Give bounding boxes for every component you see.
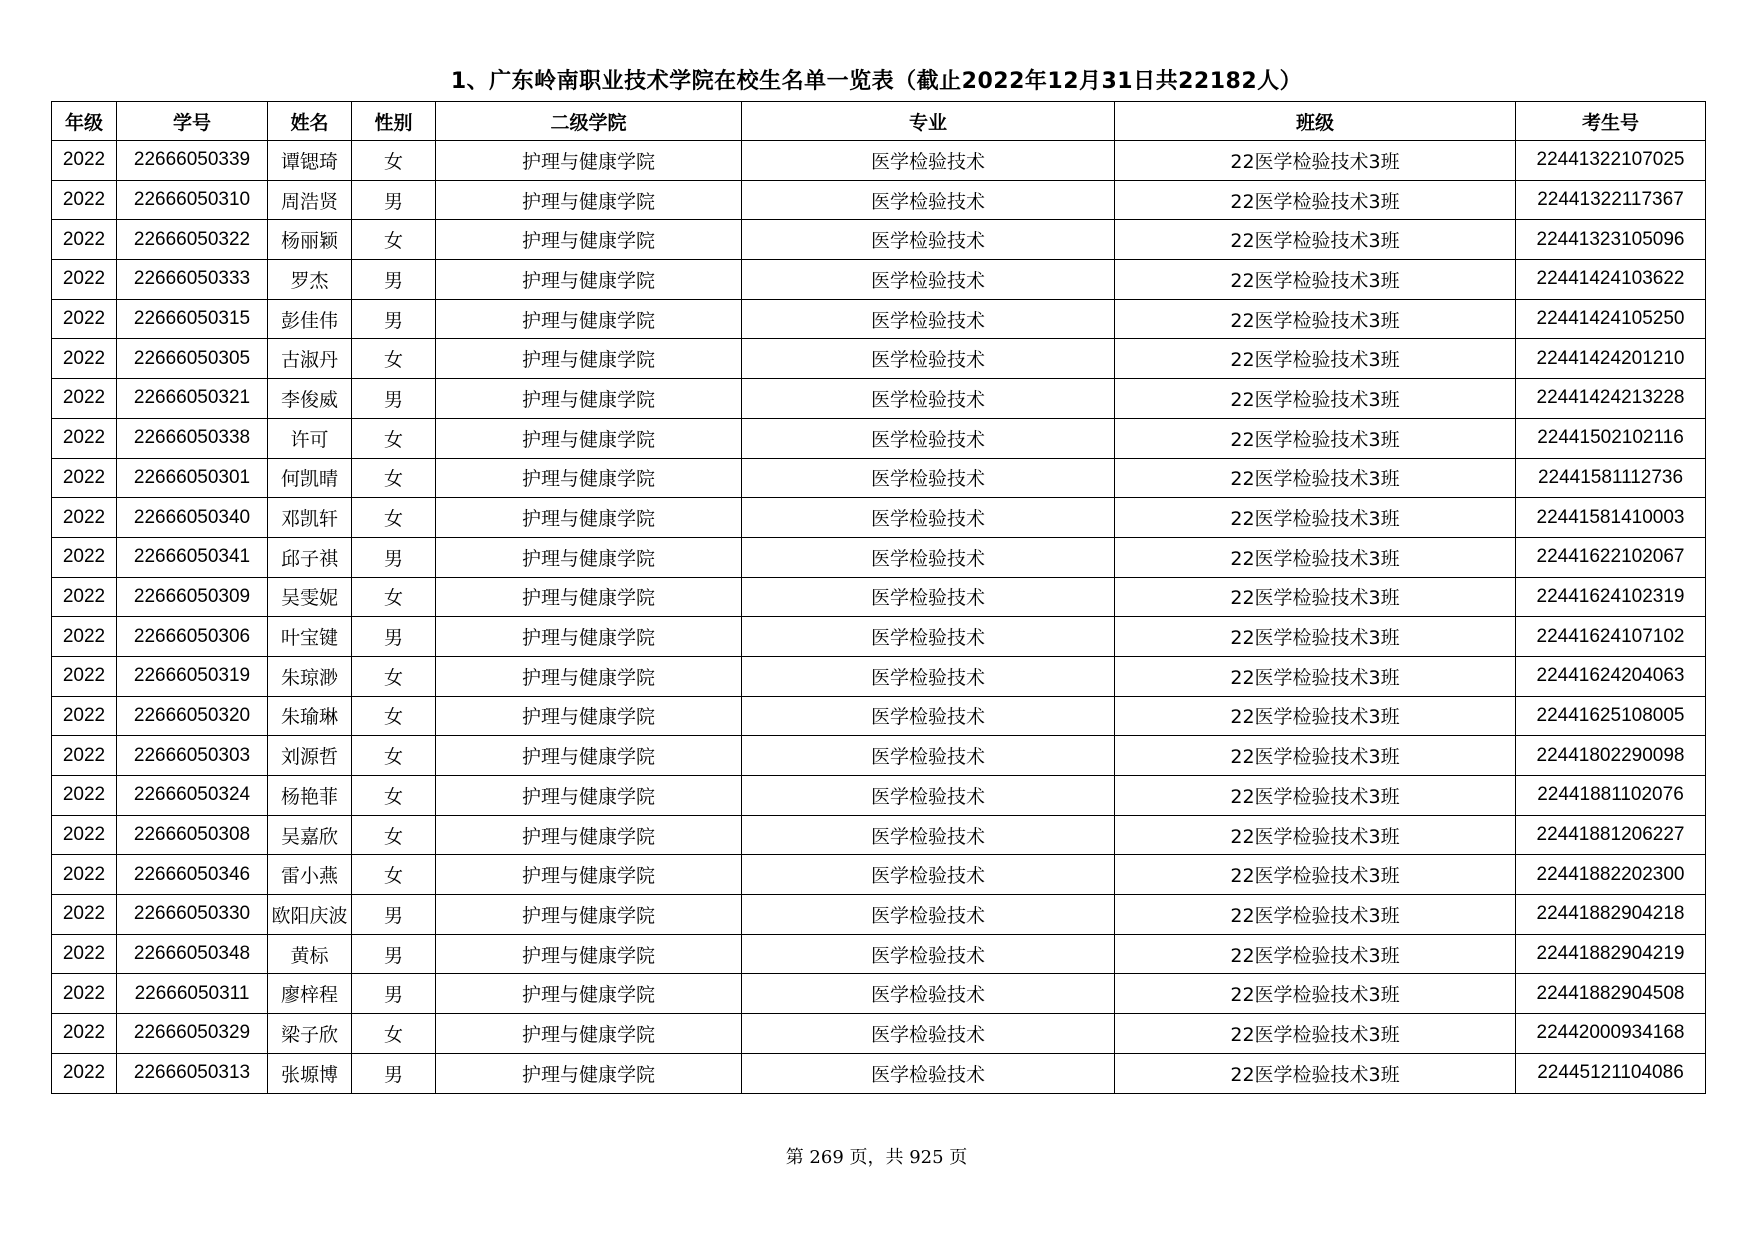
cell-student-id: 22666050346 — [117, 855, 268, 895]
cell-major: 医学检验技术 — [742, 1053, 1115, 1093]
cell-grade: 2022 — [52, 815, 117, 855]
table-row — [52, 418, 1706, 458]
cell-grade: 2022 — [52, 299, 117, 339]
cell-college: 护理与健康学院 — [436, 180, 742, 220]
cell-major: 医学检验技术 — [742, 974, 1115, 1014]
cell-grade: 2022 — [52, 260, 117, 300]
cell-grade: 2022 — [52, 895, 117, 935]
cell-student-id: 22666050340 — [117, 498, 268, 538]
cell-exam-id: 22442000934168 — [1516, 1014, 1706, 1054]
cell-grade: 2022 — [52, 577, 117, 617]
cell-exam-id: 22441882202300 — [1516, 855, 1706, 895]
cell-exam-id: 22441881102076 — [1516, 776, 1706, 816]
cell-grade: 2022 — [52, 1053, 117, 1093]
cell-gender: 女 — [352, 220, 436, 260]
cell-student-id: 22666050324 — [117, 776, 268, 816]
cell-college: 护理与健康学院 — [436, 776, 742, 816]
cell-exam-id: 22441624107102 — [1516, 617, 1706, 657]
table-row — [52, 498, 1706, 538]
table-row — [52, 379, 1706, 419]
cell-name: 朱瑜琳 — [268, 696, 352, 736]
table-row — [52, 141, 1706, 181]
cell-student-id: 22666050311 — [117, 974, 268, 1014]
cell-college: 护理与健康学院 — [436, 656, 742, 696]
cell-class: 22医学检验技术3班 — [1115, 776, 1516, 816]
cell-student-id: 22666050333 — [117, 260, 268, 300]
cell-exam-id: 22441322117367 — [1516, 180, 1706, 220]
cell-name: 朱琼渺 — [268, 656, 352, 696]
cell-major: 医学检验技术 — [742, 895, 1115, 935]
cell-major: 医学检验技术 — [742, 656, 1115, 696]
cell-gender: 男 — [352, 934, 436, 974]
cell-student-id: 22666050322 — [117, 220, 268, 260]
cell-exam-id: 22441323105096 — [1516, 220, 1706, 260]
cell-name: 黄标 — [268, 934, 352, 974]
cell-grade: 2022 — [52, 696, 117, 736]
cell-gender: 男 — [352, 379, 436, 419]
table-row — [52, 934, 1706, 974]
cell-grade: 2022 — [52, 220, 117, 260]
cell-major: 医学检验技术 — [742, 379, 1115, 419]
cell-student-id: 22666050313 — [117, 1053, 268, 1093]
cell-name: 彭佳伟 — [268, 299, 352, 339]
cell-college: 护理与健康学院 — [436, 1053, 742, 1093]
cell-name: 吴雯妮 — [268, 577, 352, 617]
table-row — [52, 537, 1706, 577]
cell-student-id: 22666050319 — [117, 656, 268, 696]
cell-gender: 女 — [352, 855, 436, 895]
cell-grade: 2022 — [52, 776, 117, 816]
cell-class: 22医学检验技术3班 — [1115, 418, 1516, 458]
column-header-student-id: 学号 — [117, 102, 268, 141]
cell-student-id: 22666050310 — [117, 180, 268, 220]
cell-class: 22医学检验技术3班 — [1115, 974, 1516, 1014]
table-row — [52, 577, 1706, 617]
cell-class: 22医学检验技术3班 — [1115, 577, 1516, 617]
cell-major: 医学检验技术 — [742, 776, 1115, 816]
cell-college: 护理与健康学院 — [436, 736, 742, 776]
cell-exam-id: 22441625108005 — [1516, 696, 1706, 736]
table-row — [52, 220, 1706, 260]
table-row — [52, 299, 1706, 339]
cell-name: 李俊威 — [268, 379, 352, 419]
column-header-exam-id: 考生号 — [1516, 102, 1706, 141]
cell-student-id: 22666050348 — [117, 934, 268, 974]
cell-class: 22医学检验技术3班 — [1115, 180, 1516, 220]
cell-grade: 2022 — [52, 339, 117, 379]
cell-major: 医学检验技术 — [742, 458, 1115, 498]
cell-name: 谭锶琦 — [268, 141, 352, 181]
cell-student-id: 22666050305 — [117, 339, 268, 379]
cell-major: 医学检验技术 — [742, 498, 1115, 538]
cell-college: 护理与健康学院 — [436, 537, 742, 577]
page-footer: 第 269 页，共 925 页 — [785, 1147, 968, 1168]
cell-gender: 男 — [352, 180, 436, 220]
cell-exam-id: 22441624204063 — [1516, 656, 1706, 696]
cell-gender: 女 — [352, 141, 436, 181]
cell-gender: 女 — [352, 458, 436, 498]
column-header-grade: 年级 — [52, 102, 117, 141]
cell-major: 医学检验技术 — [742, 299, 1115, 339]
cell-student-id: 22666050309 — [117, 577, 268, 617]
cell-grade: 2022 — [52, 855, 117, 895]
cell-class: 22医学检验技术3班 — [1115, 339, 1516, 379]
cell-class: 22医学检验技术3班 — [1115, 656, 1516, 696]
table-row — [52, 974, 1706, 1014]
cell-grade: 2022 — [52, 656, 117, 696]
column-header-class: 班级 — [1115, 102, 1516, 141]
cell-exam-id: 22441424213228 — [1516, 379, 1706, 419]
cell-major: 医学检验技术 — [742, 815, 1115, 855]
cell-grade: 2022 — [52, 537, 117, 577]
cell-major: 医学检验技术 — [742, 220, 1115, 260]
cell-grade: 2022 — [52, 379, 117, 419]
table-row — [52, 1053, 1706, 1093]
cell-exam-id: 22441322107025 — [1516, 141, 1706, 181]
cell-student-id: 22666050301 — [117, 458, 268, 498]
cell-college: 护理与健康学院 — [436, 299, 742, 339]
cell-class: 22医学检验技术3班 — [1115, 696, 1516, 736]
cell-name: 叶宝键 — [268, 617, 352, 657]
cell-class: 22医学检验技术3班 — [1115, 537, 1516, 577]
cell-major: 医学检验技术 — [742, 577, 1115, 617]
cell-major: 医学检验技术 — [742, 180, 1115, 220]
cell-name: 欧阳庆波 — [268, 895, 352, 935]
cell-college: 护理与健康学院 — [436, 260, 742, 300]
cell-exam-id: 22441424201210 — [1516, 339, 1706, 379]
table-row — [52, 696, 1706, 736]
table-row — [52, 736, 1706, 776]
cell-name: 杨丽颖 — [268, 220, 352, 260]
cell-college: 护理与健康学院 — [436, 418, 742, 458]
cell-name: 邓凯轩 — [268, 498, 352, 538]
cell-gender: 男 — [352, 1053, 436, 1093]
cell-name: 许可 — [268, 418, 352, 458]
document-title: 1、广东岭南职业技术学院在校生名单一览表（截止2022年12月31日共22182人） — [450, 69, 1303, 94]
cell-grade: 2022 — [52, 180, 117, 220]
table-row — [52, 617, 1706, 657]
cell-class: 22医学检验技术3班 — [1115, 1053, 1516, 1093]
cell-gender: 女 — [352, 776, 436, 816]
cell-college: 护理与健康学院 — [436, 815, 742, 855]
cell-college: 护理与健康学院 — [436, 339, 742, 379]
cell-grade: 2022 — [52, 736, 117, 776]
cell-exam-id: 22441802290098 — [1516, 736, 1706, 776]
column-header-major: 专业 — [742, 102, 1115, 141]
cell-gender: 女 — [352, 339, 436, 379]
cell-grade: 2022 — [52, 498, 117, 538]
cell-exam-id: 22441882904219 — [1516, 934, 1706, 974]
cell-name: 罗杰 — [268, 260, 352, 300]
cell-name: 雷小燕 — [268, 855, 352, 895]
cell-major: 医学检验技术 — [742, 537, 1115, 577]
cell-class: 22医学检验技术3班 — [1115, 220, 1516, 260]
cell-student-id: 22666050320 — [117, 696, 268, 736]
cell-student-id: 22666050329 — [117, 1014, 268, 1054]
cell-major: 医学检验技术 — [742, 696, 1115, 736]
cell-grade: 2022 — [52, 141, 117, 181]
cell-student-id: 22666050321 — [117, 379, 268, 419]
column-header-gender: 性别 — [352, 102, 436, 141]
cell-gender: 女 — [352, 498, 436, 538]
cell-major: 医学检验技术 — [742, 617, 1115, 657]
cell-name: 廖梓程 — [268, 974, 352, 1014]
table-row — [52, 656, 1706, 696]
table-row — [52, 458, 1706, 498]
cell-name: 张塬博 — [268, 1053, 352, 1093]
cell-college: 护理与健康学院 — [436, 895, 742, 935]
student-roster-table — [51, 101, 1706, 1094]
cell-class: 22医学检验技术3班 — [1115, 141, 1516, 181]
cell-student-id: 22666050308 — [117, 815, 268, 855]
cell-class: 22医学检验技术3班 — [1115, 736, 1516, 776]
cell-major: 医学检验技术 — [742, 339, 1115, 379]
cell-grade: 2022 — [52, 974, 117, 1014]
cell-class: 22医学检验技术3班 — [1115, 895, 1516, 935]
cell-college: 护理与健康学院 — [436, 220, 742, 260]
table-row — [52, 180, 1706, 220]
cell-class: 22医学检验技术3班 — [1115, 458, 1516, 498]
cell-college: 护理与健康学院 — [436, 617, 742, 657]
cell-class: 22医学检验技术3班 — [1115, 815, 1516, 855]
cell-exam-id: 22441581112736 — [1516, 458, 1706, 498]
cell-major: 医学检验技术 — [742, 418, 1115, 458]
cell-name: 周浩贤 — [268, 180, 352, 220]
cell-gender: 女 — [352, 1014, 436, 1054]
cell-gender: 女 — [352, 696, 436, 736]
cell-student-id: 22666050338 — [117, 418, 268, 458]
cell-college: 护理与健康学院 — [436, 577, 742, 617]
cell-gender: 女 — [352, 736, 436, 776]
cell-name: 刘源哲 — [268, 736, 352, 776]
cell-gender: 女 — [352, 577, 436, 617]
cell-major: 医学检验技术 — [742, 855, 1115, 895]
table-body — [52, 141, 1706, 1094]
cell-class: 22医学检验技术3班 — [1115, 498, 1516, 538]
cell-student-id: 22666050339 — [117, 141, 268, 181]
cell-major: 医学检验技术 — [742, 260, 1115, 300]
cell-college: 护理与健康学院 — [436, 1014, 742, 1054]
cell-exam-id: 22441624102319 — [1516, 577, 1706, 617]
cell-class: 22医学检验技术3班 — [1115, 855, 1516, 895]
cell-exam-id: 22441882904218 — [1516, 895, 1706, 935]
cell-grade: 2022 — [52, 934, 117, 974]
cell-gender: 男 — [352, 537, 436, 577]
cell-major: 医学检验技术 — [742, 141, 1115, 181]
cell-college: 护理与健康学院 — [436, 974, 742, 1014]
cell-name: 何凯晴 — [268, 458, 352, 498]
cell-gender: 男 — [352, 895, 436, 935]
cell-college: 护理与健康学院 — [436, 855, 742, 895]
cell-exam-id: 22441881206227 — [1516, 815, 1706, 855]
table-row — [52, 1014, 1706, 1054]
table-row — [52, 855, 1706, 895]
cell-name: 古淑丹 — [268, 339, 352, 379]
cell-grade: 2022 — [52, 617, 117, 657]
cell-student-id: 22666050306 — [117, 617, 268, 657]
cell-student-id: 22666050330 — [117, 895, 268, 935]
cell-college: 护理与健康学院 — [436, 696, 742, 736]
table-row — [52, 776, 1706, 816]
table-row — [52, 815, 1706, 855]
cell-grade: 2022 — [52, 1014, 117, 1054]
cell-name: 吴嘉欣 — [268, 815, 352, 855]
cell-gender: 男 — [352, 260, 436, 300]
column-header-name: 姓名 — [268, 102, 352, 141]
cell-name: 梁子欣 — [268, 1014, 352, 1054]
column-header-college: 二级学院 — [436, 102, 742, 141]
cell-exam-id: 22441424103622 — [1516, 260, 1706, 300]
cell-class: 22医学检验技术3班 — [1115, 299, 1516, 339]
cell-exam-id: 22441622102067 — [1516, 537, 1706, 577]
table-row — [52, 895, 1706, 935]
table-header-row — [52, 102, 1706, 141]
cell-exam-id: 22441424105250 — [1516, 299, 1706, 339]
cell-student-id: 22666050341 — [117, 537, 268, 577]
cell-grade: 2022 — [52, 418, 117, 458]
cell-exam-id: 22445121104086 — [1516, 1053, 1706, 1093]
cell-major: 医学检验技术 — [742, 1014, 1115, 1054]
cell-student-id: 22666050303 — [117, 736, 268, 776]
cell-gender: 女 — [352, 418, 436, 458]
cell-college: 护理与健康学院 — [436, 458, 742, 498]
cell-major: 医学检验技术 — [742, 934, 1115, 974]
cell-exam-id: 22441581410003 — [1516, 498, 1706, 538]
cell-class: 22医学检验技术3班 — [1115, 934, 1516, 974]
cell-college: 护理与健康学院 — [436, 498, 742, 538]
cell-gender: 男 — [352, 299, 436, 339]
cell-gender: 女 — [352, 656, 436, 696]
cell-exam-id: 22441502102116 — [1516, 418, 1706, 458]
cell-exam-id: 22441882904508 — [1516, 974, 1706, 1014]
cell-college: 护理与健康学院 — [436, 934, 742, 974]
cell-name: 邱子祺 — [268, 537, 352, 577]
cell-grade: 2022 — [52, 458, 117, 498]
table-row — [52, 339, 1706, 379]
cell-college: 护理与健康学院 — [436, 379, 742, 419]
cell-gender: 男 — [352, 617, 436, 657]
cell-class: 22医学检验技术3班 — [1115, 617, 1516, 657]
cell-student-id: 22666050315 — [117, 299, 268, 339]
cell-college: 护理与健康学院 — [436, 141, 742, 181]
cell-major: 医学检验技术 — [742, 736, 1115, 776]
cell-class: 22医学检验技术3班 — [1115, 260, 1516, 300]
cell-class: 22医学检验技术3班 — [1115, 379, 1516, 419]
cell-gender: 女 — [352, 815, 436, 855]
cell-class: 22医学检验技术3班 — [1115, 1014, 1516, 1054]
cell-name: 杨艳菲 — [268, 776, 352, 816]
table-row — [52, 260, 1706, 300]
cell-gender: 男 — [352, 974, 436, 1014]
